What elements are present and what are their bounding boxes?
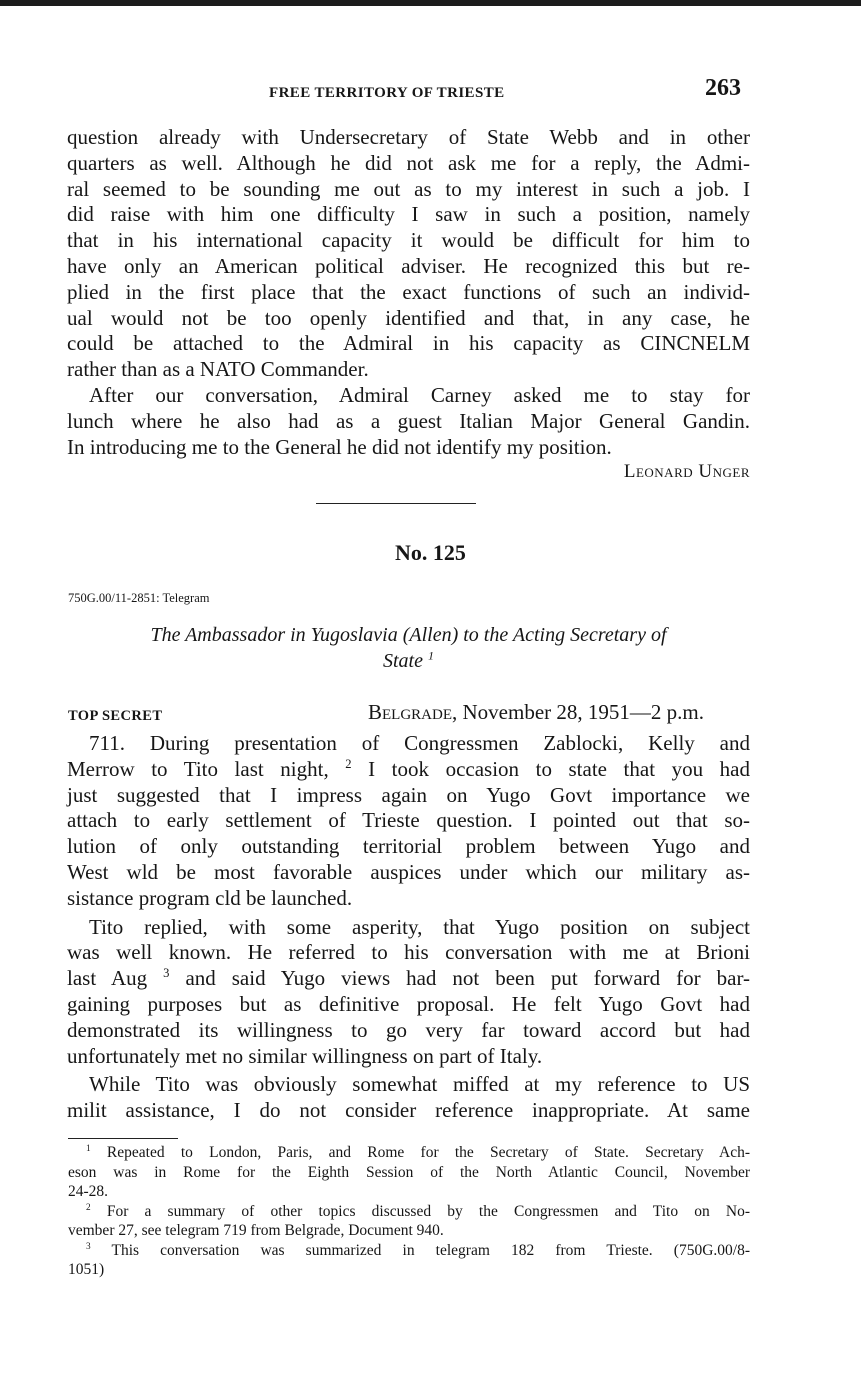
text-run: I took occasion to state that you had [351,756,750,781]
footnote-line: 1051) [68,1261,105,1278]
dateline [368,700,704,725]
text-line: gaining purposes but as definitive proposal. He felt Yugo Govt had [67,991,750,1016]
footnote-divider [68,1138,178,1139]
footnote-line: vember 27, see telegram 719 from Belgrade, Document 940. [68,1222,444,1239]
text-line: did raise with him one difficulty I saw in such a position, namely [67,202,750,227]
footnote-line [68,1241,750,1261]
document-title-line: The Ambassador in Yugoslavia (Allen) to the Acting Secretary of [150,624,667,646]
text-line: demonstrated its willingness to go very far toward accord but had [67,1017,750,1042]
footnote-line [68,1202,750,1222]
footnote-marker: 3 [86,1241,91,1252]
text-line: West wld be most favorable auspices under which our military as- [67,859,750,884]
footnote-line [68,1143,750,1163]
footnote-marker: 2 [86,1202,91,1213]
text-line: lunch where he also had as a guest Italian Major General Gandin. [67,408,750,433]
text-line: attach to early settlement of Trieste question. I pointed out that so- [67,808,750,833]
section-divider [316,503,476,504]
text-line: ral seemed to be sounding me out as to my interest in such a job. I [67,176,750,201]
text-line: was well known. He referred to his conversation with me at Brioni [67,940,750,965]
text-line: rather than as a NATO Commander. [67,357,369,382]
text-line: plied in the first place that the exact functions of such an individ- [67,279,750,304]
text-run: and said Yugo views had not been put forward for bar- [169,966,751,991]
text-line: could be attached to the Admiral in his capacity as CINCNELM [67,331,750,356]
footnote-text: Repeated to London, Paris, and Rome for the Secretary of State. Secretary Ach- [106,1144,751,1161]
document-title [67,622,750,674]
text-line: After our conversation, Admiral Carney asked me to stay for [89,382,750,407]
page-header [0,75,861,107]
file-reference: 750G.00/11-2851: Telegram [68,591,210,605]
text-line: While Tito was obviously somewhat miffed at my reference to US [89,1072,750,1097]
footnote-text: This conversation was summarized in telegram 182 from Trieste. (750G.00/8- [111,1241,750,1259]
footnotes [68,1143,750,1280]
text-line [67,966,750,992]
footnote-text: For a summary of other topics discussed by the Congressmen and Tito on No- [106,1202,751,1220]
scan-top-edge [0,0,861,6]
footnote-line: 24-28. [68,1183,109,1200]
text-line: question already with Undersecretary of State Webb and in other [67,125,750,149]
footnote-marker: 2 [345,756,352,771]
text-line: unfortunately met no similar willingness on part of Italy. [67,1043,543,1068]
text-line: quarters as well. Although he did not ask me for a reply, the Admi- [67,150,750,175]
telegram-body [67,731,750,1124]
text-line: milit assistance, I do not consider reference inappropriate. At same [67,1098,750,1123]
footnote-marker: 3 [163,966,170,981]
document-title-text: State [383,650,423,672]
text-run: Merrow to Tito last night, [67,756,346,781]
document-number: No. 125 [395,540,466,565]
dateline-place: Belgrade [368,700,452,724]
footnote-marker: 1 [428,648,434,663]
footnote-line: eson was in Rome for the Eighth Session of the North Atlantic Council, November [68,1163,750,1181]
page-number: 263 [705,75,741,101]
document-title-line [67,648,750,674]
classification-label: TOP SECRET [68,708,163,724]
text-line: 711. During presentation of Congressmen Zablocki, Kelly and [89,731,750,755]
text-line: have only an American political adviser. He recognized this but re- [67,253,750,278]
footnote-marker: 1 [86,1143,91,1154]
text-line: lution of only outstanding territorial problem between Yugo and [67,834,750,859]
continued-text [67,125,750,460]
text-line: Tito replied, with some asperity, that Yugo position on subject [89,914,750,939]
signature: Leonard Unger [623,461,750,482]
text-line: sistance program cld be launched. [67,885,353,910]
text-line [67,757,750,783]
text-line: that in his international capacity it would be difficult for him to [67,228,750,253]
text-line: just suggested that I impress again on Yugo Govt importance we [67,782,750,807]
text-run: last Aug [67,966,164,991]
dateline-date: , November 28, 1951—2 p.m. [452,700,704,724]
text-line: In introducing me to the General he did not identify my position. [67,434,612,459]
running-title: FREE TERRITORY OF TRIESTE [269,85,505,101]
text-line: ual would not be too openly identified and that, in any case, he [67,305,750,330]
